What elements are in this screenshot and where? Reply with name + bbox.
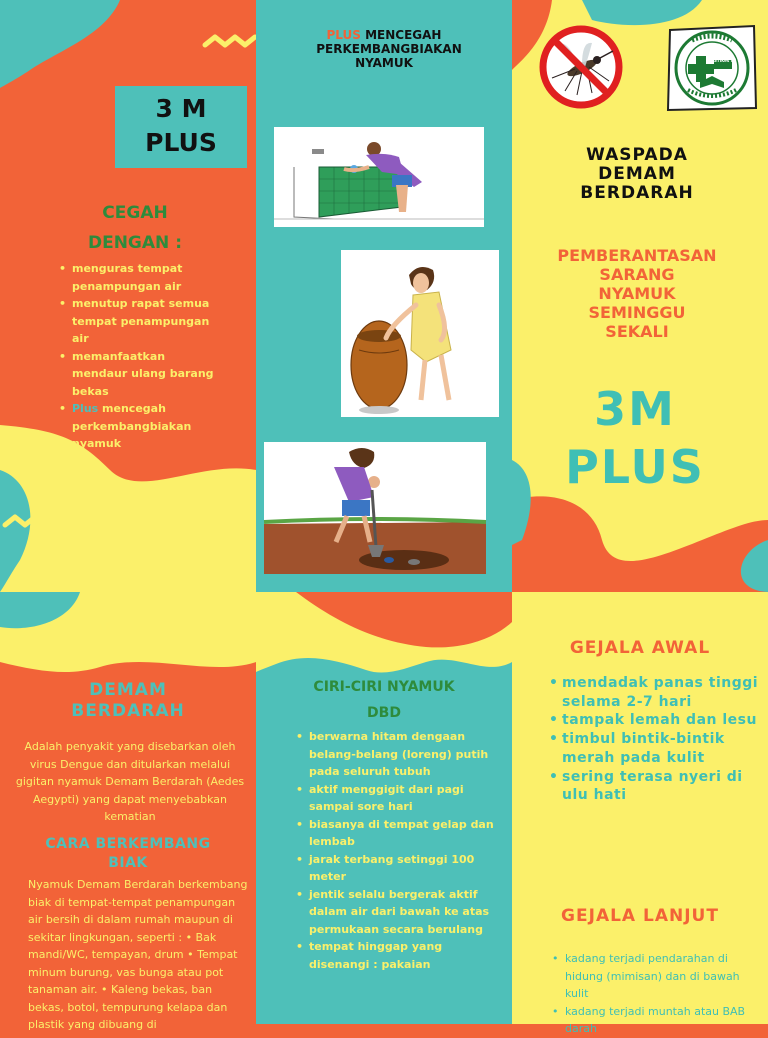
list-item: • memanfaatkan mendaur ulang barang bekas [72, 348, 222, 401]
title-line-2: PLUS [145, 128, 217, 157]
demam-description: Adalah penyakit yang disebarkan oleh virus Dengue dan ditularkan melalui gigitan nyamuk Demam Berdarah (Aedes Aegypti) yang dapat menyebabkan kematian [15, 740, 245, 823]
ciri-list [309, 728, 501, 973]
cegah-list [72, 260, 222, 453]
cara-heading [0, 835, 256, 873]
cara-description: Nyamuk Demam Berdarah berkembang biak di tempat-tempat penampungan air bersih di dalam rumah maupun di sekitar lingkungan, seperti : • Bak mandi/WC, tempayan, drum • Tempat minum burung, vas bunga atau pot tanaman air. • Kaleng bekas, ban bekas, botol, tempurung kelapa dan plastik yang dibuang di [28, 878, 248, 1031]
list-item: • menutup rapat semua tempat penampungan air [72, 295, 222, 348]
list-item: • mendadak panas tinggi selama 2-7 hari [562, 674, 762, 711]
demam-line: DEMAM [598, 164, 676, 184]
list-item: • kadang terjadi muntah atau BAB darah [565, 1003, 761, 1038]
panel-demam-berdarah [0, 592, 256, 1031]
psn-line: SEMINGGU [588, 303, 686, 322]
list-item-plus [72, 400, 222, 453]
title-line-1: 3 M [155, 94, 207, 123]
illustration-menguras [274, 127, 484, 227]
psn-line: PEMBERANTASAN [557, 246, 717, 265]
list-item: • tampak lemah dan lesu [562, 711, 762, 730]
panel-illustrations [256, 0, 512, 592]
panel-3m-plus [0, 0, 256, 592]
illustration-menutup [341, 250, 499, 417]
demam-line-2: BERDARAH [71, 701, 185, 721]
heading-rest: MENCEGAH [360, 28, 442, 42]
panel-ciri-nyamuk [256, 592, 512, 1024]
list-item: • sering terasa nyeri di ulu hati [562, 768, 762, 805]
heading-line-3: NYAMUK [355, 56, 413, 70]
gejala-lanjut-heading: GEJALA LANJUT [561, 906, 719, 926]
list-item: • tempat hinggap yang disenangi : pakaian [309, 938, 501, 973]
cegah-heading [55, 198, 215, 258]
ciri-heading [256, 674, 512, 726]
psn-heading [532, 246, 742, 341]
big-3m-plus [512, 380, 758, 496]
plus-word: PLUS [326, 28, 361, 42]
no-mosquito-icon [537, 23, 625, 111]
demam-heading [0, 680, 256, 722]
list-item: • aktif menggigit dari pagi sampai sore hari [309, 781, 501, 816]
waspada-heading [532, 146, 742, 203]
psn-line: SARANG [599, 265, 675, 284]
heading-line-2: PERKEMBANGBIAKAN [316, 42, 462, 56]
list-item: • berwarna hitam dengaan belang-belang (loreng) putih pada seluruh tubuh [309, 728, 501, 781]
list-item: • biasanya di tempat gelap dan lembab [309, 816, 501, 851]
psn-line: SEKALI [605, 322, 669, 341]
cegah-line-2: DENGAN : [87, 233, 182, 253]
ciri-line-1: CIRI-CIRI NYAMUK [313, 679, 455, 695]
panel-waspada [512, 0, 768, 592]
list-item: • menguras tempat penampungan air [72, 260, 222, 295]
page-title [115, 92, 247, 160]
gejala-lanjut-list [565, 950, 761, 1038]
stikes-logo [662, 20, 762, 116]
big-line-2: PLUS [565, 440, 705, 494]
ciri-line-2: DBD [367, 705, 401, 721]
cara-line-2: BIAK [108, 855, 148, 871]
list-item: • jentik selalu bergerak aktif dalam air dari bawah ke atas permukaan secara berulang [309, 886, 501, 939]
cara-line-1: CARA BERKEMBANG [45, 836, 211, 852]
panel-heading [256, 28, 512, 70]
list-item: • kadang terjadi pendarahan di hidung (mimisan) dan di bawah kulit [565, 950, 761, 1003]
illustration-mengubur [264, 442, 486, 574]
psn-line: NYAMUK [598, 284, 676, 303]
waspada-line: WASPADA [586, 145, 688, 165]
demam-line-1: DEMAM [89, 680, 167, 700]
big-line-1: 3M [594, 382, 676, 436]
berdarah-line: BERDARAH [580, 183, 694, 203]
list-item: • jarak terbang setinggi 100 meter [309, 851, 501, 886]
plus-word: Plus [72, 402, 99, 415]
list-item: • timbul bintik-bintik merah pada kulit [562, 730, 762, 767]
gejala-awal-heading: GEJALA AWAL [569, 638, 711, 658]
logo-text: STIKes MI [714, 58, 737, 63]
panel-gejala [512, 592, 768, 1035]
cegah-line-1: CEGAH [102, 203, 168, 223]
gejala-awal-list [562, 674, 762, 805]
plus-rest: mencegah perkembangbiakan nyamuk [72, 402, 192, 450]
